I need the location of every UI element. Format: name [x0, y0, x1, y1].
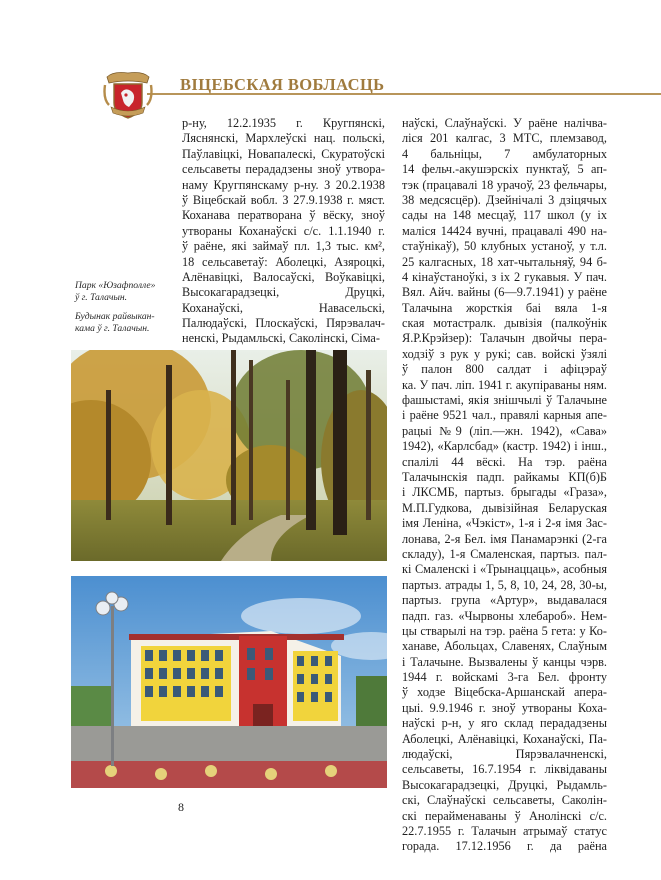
text-line: сельсаветы перададзены зноў утвора- — [182, 162, 385, 177]
text-line: ка. У пач. ліп. 1941 г. акупіраваны ням. — [402, 377, 607, 392]
text-line: наўскі, Слаўнаўскі. У раёне налічва- — [402, 116, 607, 130]
text-line: рацыі №9 (ліп.—жн. 1942), «Сава» — [402, 423, 607, 438]
text-line: 22.7.1955 г. Талачын атрымаў статус — [402, 823, 607, 838]
text-line: кі Смаленскі і «Трынаццаць», асобныя — [402, 562, 607, 577]
text-line: Высокагарадзецкі, Друцкі, Рыдамль- — [402, 777, 607, 792]
text-line: партыз. група «Артур», выдавалася — [402, 593, 607, 608]
text-line: 1942), «Карлсбад» (кастр. 1942) і інш., — [402, 439, 607, 454]
page-number: 8 — [178, 800, 184, 814]
caption-line: Парк «Юзафполле» — [75, 280, 156, 291]
text-line: горада. 17.12.1956 г. да раёна — [402, 839, 607, 854]
text-line: партыз. атрады 1, 5, 8, 10, 24, 28, 30-ы, — [402, 577, 607, 592]
building-caption — [75, 311, 175, 335]
text-line: сады на 148 месцаў, 117 школ (у іх — [402, 208, 607, 223]
text-line: сельсаветы, 16.7.1954 г. ліквідаваны — [402, 762, 607, 777]
text-line: скі, Слаўнаўскі сельсаветы, Саколін- — [402, 793, 607, 808]
text-line: 14 фельч.-акушэрскіх пунктаў, 5 ап- — [402, 162, 607, 177]
text-line: 18 сельсаветаў: Аболецкі, Азяроцкі, — [182, 254, 385, 269]
text-line: Вял. Айч. вайны (6—9.7.1941) у раёне — [402, 285, 607, 300]
text-line: Высокагарадзецкі, Друцкі, — [182, 285, 385, 300]
right-text-column — [402, 116, 607, 855]
text-line: Палюдаўскі, Плоскаўскі, Пярэвалач- — [182, 316, 385, 331]
text-line: тэк (працавалі 18 урачоў, 23 фельчары, — [402, 177, 607, 192]
text-line: Паўлавіцкі, Новапалескі, Скуратоўскі — [182, 146, 385, 161]
text-line: ненскі, Рыдамльскі, Саколінскі, Сіма- — [182, 331, 380, 346]
text-line: ў палон 800 салдат і афіцэраў — [402, 362, 607, 377]
text-line: ходзіў з рук у рукі; сав. войскі ўзялі — [402, 346, 607, 361]
text-line: Я.Р.Крэйзер): Талачын двойчы пера- — [402, 331, 607, 346]
text-line: утвораны Коханаўскі с/с. 1.1.1940 г. — [182, 223, 385, 238]
caption-line: ў г. Талачын. — [75, 292, 128, 303]
text-line: людаўскі, Пярэвалачненскі, — [402, 747, 607, 762]
text-line: спалілі 44 вёскі. На тэр. раёна — [402, 454, 607, 469]
text-line: падп. газ. «Чырвоны хлебароб». Нем- — [402, 608, 607, 623]
text-line: імя Леніна, «Чэкіст», 1-я і 2-я імя Зас- — [402, 516, 607, 531]
park-photo — [71, 350, 387, 561]
text-line: 4 бальніцы, 7 амбулаторных — [402, 146, 607, 161]
text-line: наму Кругпянскаму р-ну. З 20.2.1938 — [182, 177, 385, 192]
text-line: 38 медсясцёр). Дзейнічалі 3 дзіцячых — [402, 192, 607, 207]
text-line: ханаве, Абольцах, Славенях, Слаўным — [402, 639, 607, 654]
text-line: Алёнавіцкі, Валосаўскі, Воўкавіцкі, — [182, 269, 385, 284]
text-line: цы стварылі на тэр. раёна 5 гета: у Ко- — [402, 623, 607, 638]
text-line: 1944 г. войскамі 3-га Бел. фронту — [402, 670, 607, 685]
text-line: скі перайменаваны ў Анолінскі с/с. — [402, 808, 607, 823]
text-line: ў Віцебскай вобл. З 27.9.1938 г. мяст. — [182, 192, 385, 207]
caption-line: кама ў г. Талачын. — [75, 323, 150, 334]
text-line: Талачынскія падп. райкамы КП(б)Б — [402, 469, 607, 484]
text-line: складу), 1-я Смаленская, партыз. пал- — [402, 546, 607, 561]
text-line: цыі. 9.9.1946 г. зноў утвораны Коха- — [402, 700, 607, 715]
middle-text-column — [182, 116, 385, 347]
text-line: Талачына жорсткія баі вяла 1-я — [402, 300, 607, 315]
text-line: стаўнікаў), 50 клубных устаноў, у т.л. — [402, 239, 607, 254]
text-line: ў раёне, які займаў пл. 1,3 тыс. км², — [182, 239, 385, 254]
building-photo — [71, 576, 387, 788]
region-title: ВІЦЕБСКАЯ ВОБЛАСЦЬ — [180, 75, 385, 94]
text-line: маліся 14424 вучні, працавалі 490 на- — [402, 223, 607, 238]
text-line: Ляснянскі, Мархлеўскі нац. польскі, — [182, 131, 385, 146]
text-line: Коханава ператворана ў вёску, зноў — [182, 208, 385, 223]
park-caption — [75, 280, 175, 304]
text-line: Коханаўскі, Навасельскі, — [182, 300, 385, 315]
text-line: Аболецкі, Алёнавіцкі, Коханаўскі, Па- — [402, 731, 607, 746]
text-line: 4 кінаўстаноўкі, з іх 2 гукавыя. У пач. — [402, 269, 607, 284]
text-line: і раёне 9521 чал., правялі карныя апе- — [402, 408, 607, 423]
text-line: р-ну, 12.2.1935 г. Кругпянскі, — [182, 116, 385, 130]
text-line: і Талачыне. Вызвалены ў канцы чэрв. — [402, 654, 607, 669]
text-line: 25 калгасных, 18 хат-чытальняў, 94 б- — [402, 254, 607, 269]
caption-line: Будынак райвыкан- — [75, 311, 155, 322]
text-line: ліся 201 калгас, 3 МТС, племзавод, — [402, 131, 607, 146]
text-line: лонава, 2-я Бел. імя Панамарэнкі (2-га — [402, 531, 607, 546]
text-line: ская мотастралк. дывізія (палкоўнік — [402, 316, 607, 331]
text-line: наўскі р-н, у яго склад перададзены — [402, 716, 607, 731]
text-line: ў ходзе Віцебска-Аршанскай апера- — [402, 685, 607, 700]
text-line: і ЛКСМБ, партыз. брыгады «Граза», — [402, 485, 607, 500]
text-line: фашыстамі, якія знішчылі ў Талачыне — [402, 393, 607, 408]
text-line: М.П.Гудкова, дывізійная Беларуская — [402, 500, 607, 515]
coat-of-arms-icon — [103, 69, 153, 121]
